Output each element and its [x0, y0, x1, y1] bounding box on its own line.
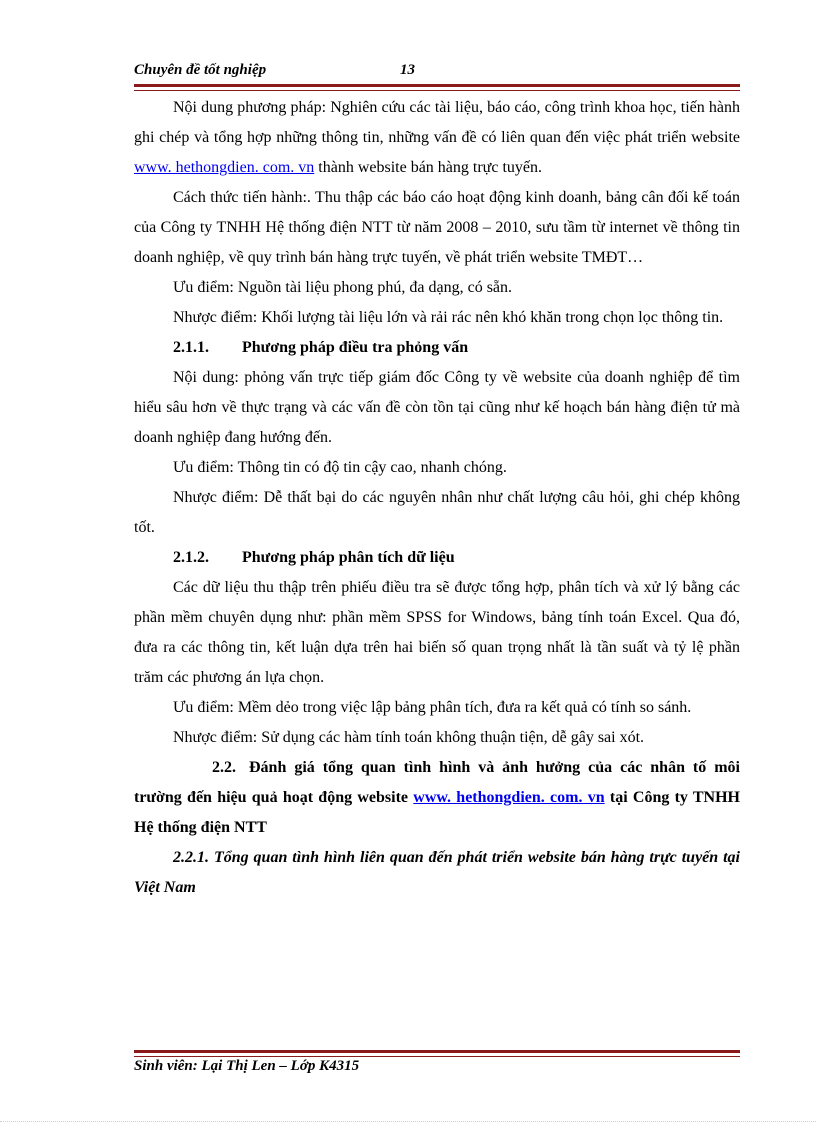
paragraph-disadvantage: Nhược điểm: Dễ thất bại do các nguyên nhân như chất lượng câu hỏi, ghi chép không tốt.: [134, 489, 740, 536]
heading-text: Phương pháp điều tra phỏng vấn: [242, 339, 469, 356]
header-rule: [134, 84, 740, 91]
paragraph-advantage: Ưu điểm: Nguồn tài liệu phong phú, đa dạng, có sẵn.: [173, 279, 513, 296]
paragraph-disadvantage: Nhược điểm: Sử dụng các hàm tính toán không thuận tiện, dễ gây sai xót.: [173, 729, 645, 746]
footer-rule: [134, 1050, 740, 1057]
website-link[interactable]: www. hethongdien. com. vn: [413, 789, 605, 806]
heading-2-2-1: 2.2.1. Tổng quan tình hình liên quan đến phát triển website bán hàng trực tuyến tại Việt Nam: [134, 849, 740, 896]
heading-text: tại Công ty TNHH Hệ thống điện NTT: [134, 789, 740, 836]
paragraph-method-content: [134, 93, 740, 183]
heading-text: Đánh giá tổng quan tình hình và ảnh hưởng của các nhân tố môi trường đến hiệu quả hoạt động website: [134, 759, 740, 806]
heading-number: 2.1.1.: [173, 339, 209, 356]
document-body: [134, 93, 740, 903]
paragraph-text: Nội dung phương pháp: Nghiên cứu các tài liệu, báo cáo, công trình khoa học, tiến hành ghi chép và tổng hợp những thông tin, những vấn đề có liên quan đến việc phát triển website: [134, 99, 740, 146]
heading-2-1-2: [134, 543, 740, 573]
paragraph-text: thành website bán hàng trực tuyến.: [314, 159, 542, 176]
paragraph-advantage: Ưu điểm: Thông tin có độ tin cậy cao, nhanh chóng.: [173, 459, 507, 476]
heading-number: 2.1.2.: [173, 549, 209, 566]
heading-text: Phương pháp phân tích dữ liệu: [242, 549, 455, 566]
heading-2-2: [134, 753, 740, 843]
paragraph-interview-content: Nội dung: phỏng vấn trực tiếp giám đốc Công ty về website của doanh nghiệp để tìm hiểu sâu hơn về thực trạng và các vấn đề còn tồn tại cũng như kế hoạch bán hàng điện tử mà doanh nghiệp đang hướng đến.: [134, 369, 740, 446]
page-edge-divider: [0, 1121, 816, 1122]
paragraph-disadvantage: Nhược điểm: Khối lượng tài liệu lớn và rải rác nên khó khăn trong chọn lọc thông tin.: [173, 309, 724, 326]
page-footer: Sinh viên: Lại Thị Len – Lớp K4315: [134, 1058, 360, 1074]
page-number: 13: [400, 62, 415, 78]
heading-number: 2.2.: [212, 759, 236, 776]
paragraph-analysis-content: Các dữ liệu thu thập trên phiếu điều tra sẽ được tổng hợp, phân tích và xử lý bằng các phần mềm chuyên dụng như: phần mềm SPSS for Windows, bảng tính toán Excel. Qua đó, đưa ra các thông tin, kết luận dựa trên hai biến số quan trọng nhất là tần suất và tỷ lệ phần trăm các phương án lựa chọn.: [134, 579, 740, 686]
website-link[interactable]: www. hethongdien. com. vn: [134, 159, 315, 176]
heading-2-1-1: [134, 333, 740, 363]
paragraph-how: Cách thức tiến hành:. Thu thập các báo cáo hoạt động kinh doanh, bảng cân đối kế toán của Công ty TNHH Hệ thống điện NTT từ năm 2008 – 2010, sưu tầm từ internet về thông tin doanh nghiệp, về quy trình bán hàng trực tuyến, về phát triển website TMĐT…: [134, 189, 740, 266]
paragraph-advantage: Ưu điểm: Mềm dẻo trong việc lập bảng phân tích, đưa ra kết quả có tính so sánh.: [173, 699, 692, 716]
header-title: Chuyên đề tốt nghiệp: [134, 62, 267, 78]
